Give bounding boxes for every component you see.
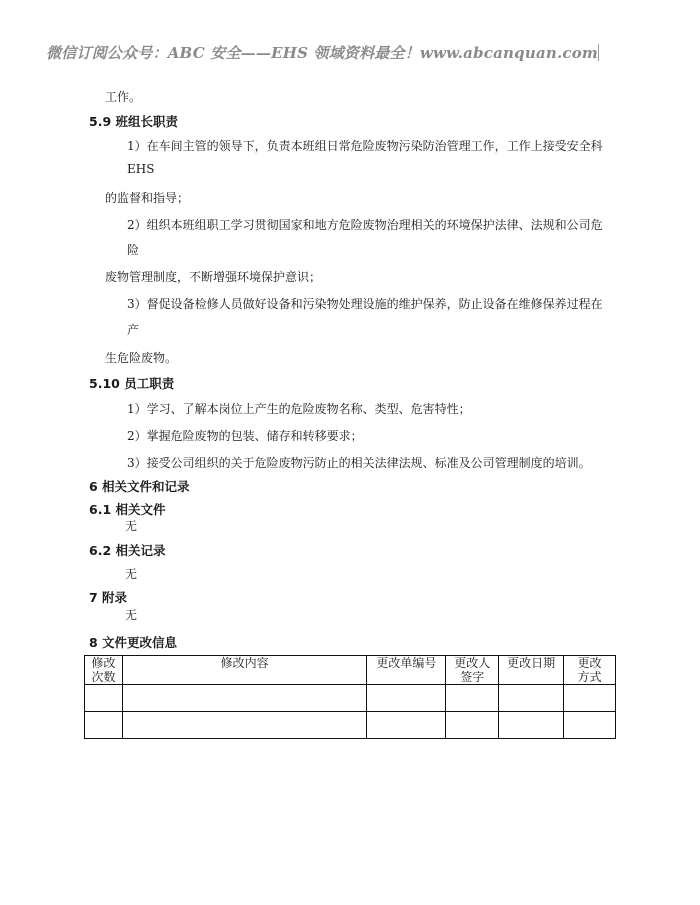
header-divider [598,44,599,61]
page-header: 微信订阅公众号：ABC 安全——EHS 领域资料最全！www.abcanquan.com [46,44,598,62]
section-5-10-title: 5.10 员工职责 [89,376,175,391]
table-cell [499,712,564,739]
table-cell [446,712,499,739]
header-cell-method: 更改 方式 [564,656,616,685]
s59-paragraph-2-cont: 险 [127,243,140,257]
s510-paragraph-1: 1）学习、了解本岗位上产生的危险废物名称、类型、危害特性； [127,402,471,416]
header-cell-content: 修改内容 [122,656,366,685]
table-cell [122,685,366,712]
s59-paragraph-1-cont: EHS [127,162,155,176]
table-cell [85,712,123,739]
s510-paragraph-2: 2）掌握危险废物的包装、储存和转移要求； [127,429,363,443]
continuation-text: 工作。 [105,90,142,104]
section-5-9-title: 5.9 班组长职责 [89,114,178,129]
s59-paragraph-1-end: 的监督和指导； [105,191,190,205]
section-6-title: 6 相关文件和记录 [89,479,190,494]
section-6-2-body: 无 [125,567,138,581]
table-row [85,685,616,712]
table-cell [564,685,616,712]
table-cell [367,712,446,739]
s59-paragraph-2-end: 废物管理制度，不断增强环境保护意识； [105,270,322,284]
section-7-title: 7 附录 [89,590,128,605]
table-cell [499,685,564,712]
table-cell [85,685,123,712]
section-6-1-body: 无 [125,519,138,533]
s59-paragraph-3: 3）督促设备检修人员做好设备和污染物处理设施的维护保养，防止设备在维修保养过程在 [127,297,603,311]
table-cell [367,685,446,712]
s59-paragraph-1: 1）在车间主管的领导下，负责本班组日常危险废物污染防治管理工作，工作上接受安全科 [127,139,603,153]
header-cell-revision-count: 修改 次数 [85,656,123,685]
s59-paragraph-2: 2）组织本班组职工学习贯彻国家和地方危险废物治理相关的环境保护法律、法规和公司危 [127,218,603,232]
revision-table [84,655,616,739]
header-cell-change-number: 更改单编号 [367,656,446,685]
header-cell-date: 更改日期 [499,656,564,685]
table-cell [446,685,499,712]
section-8-title: 8 文件更改信息 [89,635,178,650]
section-6-1-title: 6.1 相关文件 [89,502,166,517]
s59-paragraph-3-end: 生危险废物。 [105,351,178,365]
s510-paragraph-3: 3）接受公司组织的关于危险废物污防止的相关法律法规、标准及公司管理制度的培训。 [127,456,591,470]
table-cell [122,712,366,739]
header-cell-signature: 更改人 签字 [446,656,499,685]
s59-paragraph-3-cont: 产 [127,323,140,337]
section-7-body: 无 [125,608,138,622]
table-row [85,712,616,739]
section-6-2-title: 6.2 相关记录 [89,543,166,558]
table-cell [564,712,616,739]
table-header-row [85,656,616,685]
